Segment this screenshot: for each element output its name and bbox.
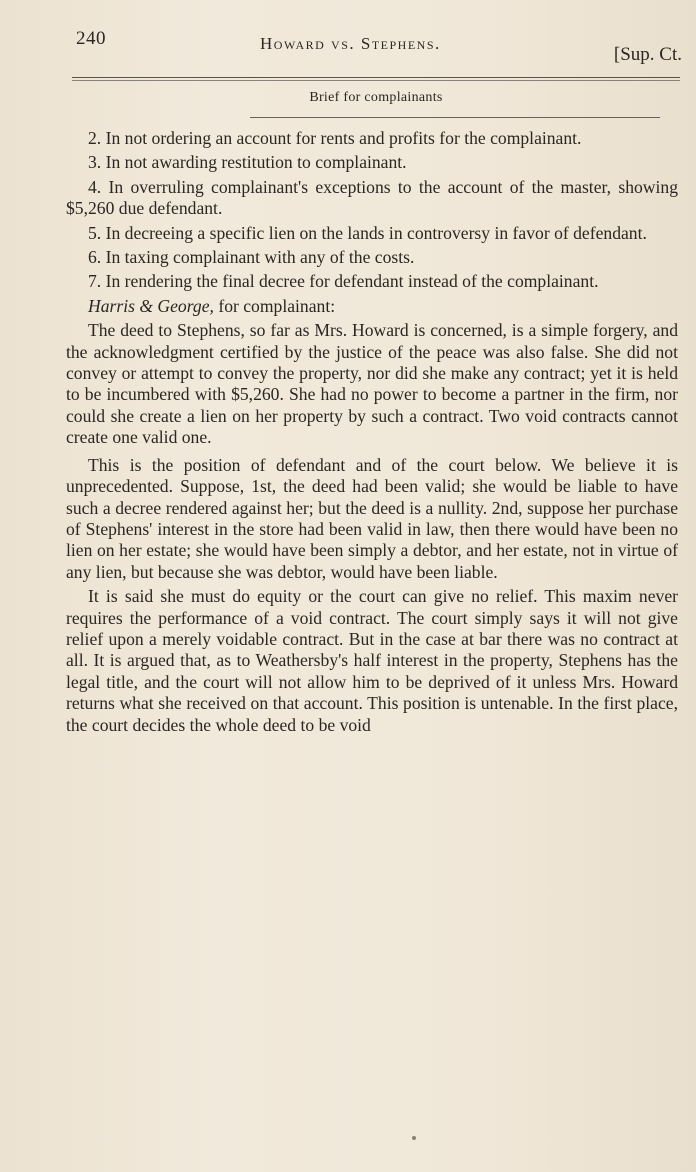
argument-paragraph: This is the position of defendant and of the court below. We believe it is unprecedented. Suppose, 1st, the deed had been valid; she would be liable to have such a decree rendered against her; but the deed is a nullity. 2nd, suppose her purchase of Stephens' interest in the store had been valid in law, then there would have been no lien on her estate; she would have been simply a debtor, and her estate, not in virtue of any lien, but because she was debtor, would have been liable. — [66, 454, 678, 582]
error-item: 3. In not awarding restitution to complainant. — [88, 152, 407, 173]
argument-paragraph: The deed to Stephens, so far as Mrs. Howard is concerned, is a simple forgery, and the acknowledgment certified by the justice of the peace was also false. She did not convey or attempt to convey the property, nor did she make any contract; yet it is held to be incumbered with $5,260. She had no power to become a partner in the firm, nor could she create a lien on her property by such a contract. Two void contracts cannot create one valid one. — [66, 320, 678, 448]
section-subhead: Brief for complainants — [309, 90, 443, 105]
counsel-role: for complainant: — [213, 295, 336, 316]
header-rule-secondary — [72, 80, 680, 81]
court-label: [Sup. Ct. — [613, 44, 682, 65]
error-item: 2. In not ordering an account for rents and profits for the complainant. — [88, 128, 582, 148]
header-rule — [72, 77, 680, 78]
error-item: 4. In overruling complainant's exceptions to the account of the master, showing $5,260 due defendant. — [66, 176, 678, 219]
page-number: 240 — [76, 28, 106, 49]
running-title: Howard vs. Stephens. — [260, 34, 441, 53]
counsel-line — [66, 296, 678, 317]
page-speck — [412, 1136, 416, 1140]
error-item: 7. In rendering the final decree for defendant instead of the complainant. — [88, 271, 599, 292]
running-header — [72, 28, 682, 68]
page-body — [66, 128, 678, 736]
subhead-rule — [250, 117, 660, 118]
counsel-name: Harris & George, — [88, 295, 214, 316]
error-item: 6. In taxing complainant with any of the costs. — [88, 247, 415, 268]
error-item: 5. In decreeing a specific lien on the lands in controversy in favor of defendant. — [88, 222, 647, 243]
argument-paragraph: It is said she must do equity or the court can give no relief. This maxim never requires the performance of a void contract. The court simply says it will not give relief upon a merely voidable contract. But in the case at bar there was no contract at all. It is argued that, as to Weathersby's half interest in the property, Stephens has the legal title, and the court will not allow him to be deprived of it unless Mrs. Howard returns what she received on that account. This position is untenable. In the first place, the court decides the whole deed to be void — [66, 586, 678, 735]
